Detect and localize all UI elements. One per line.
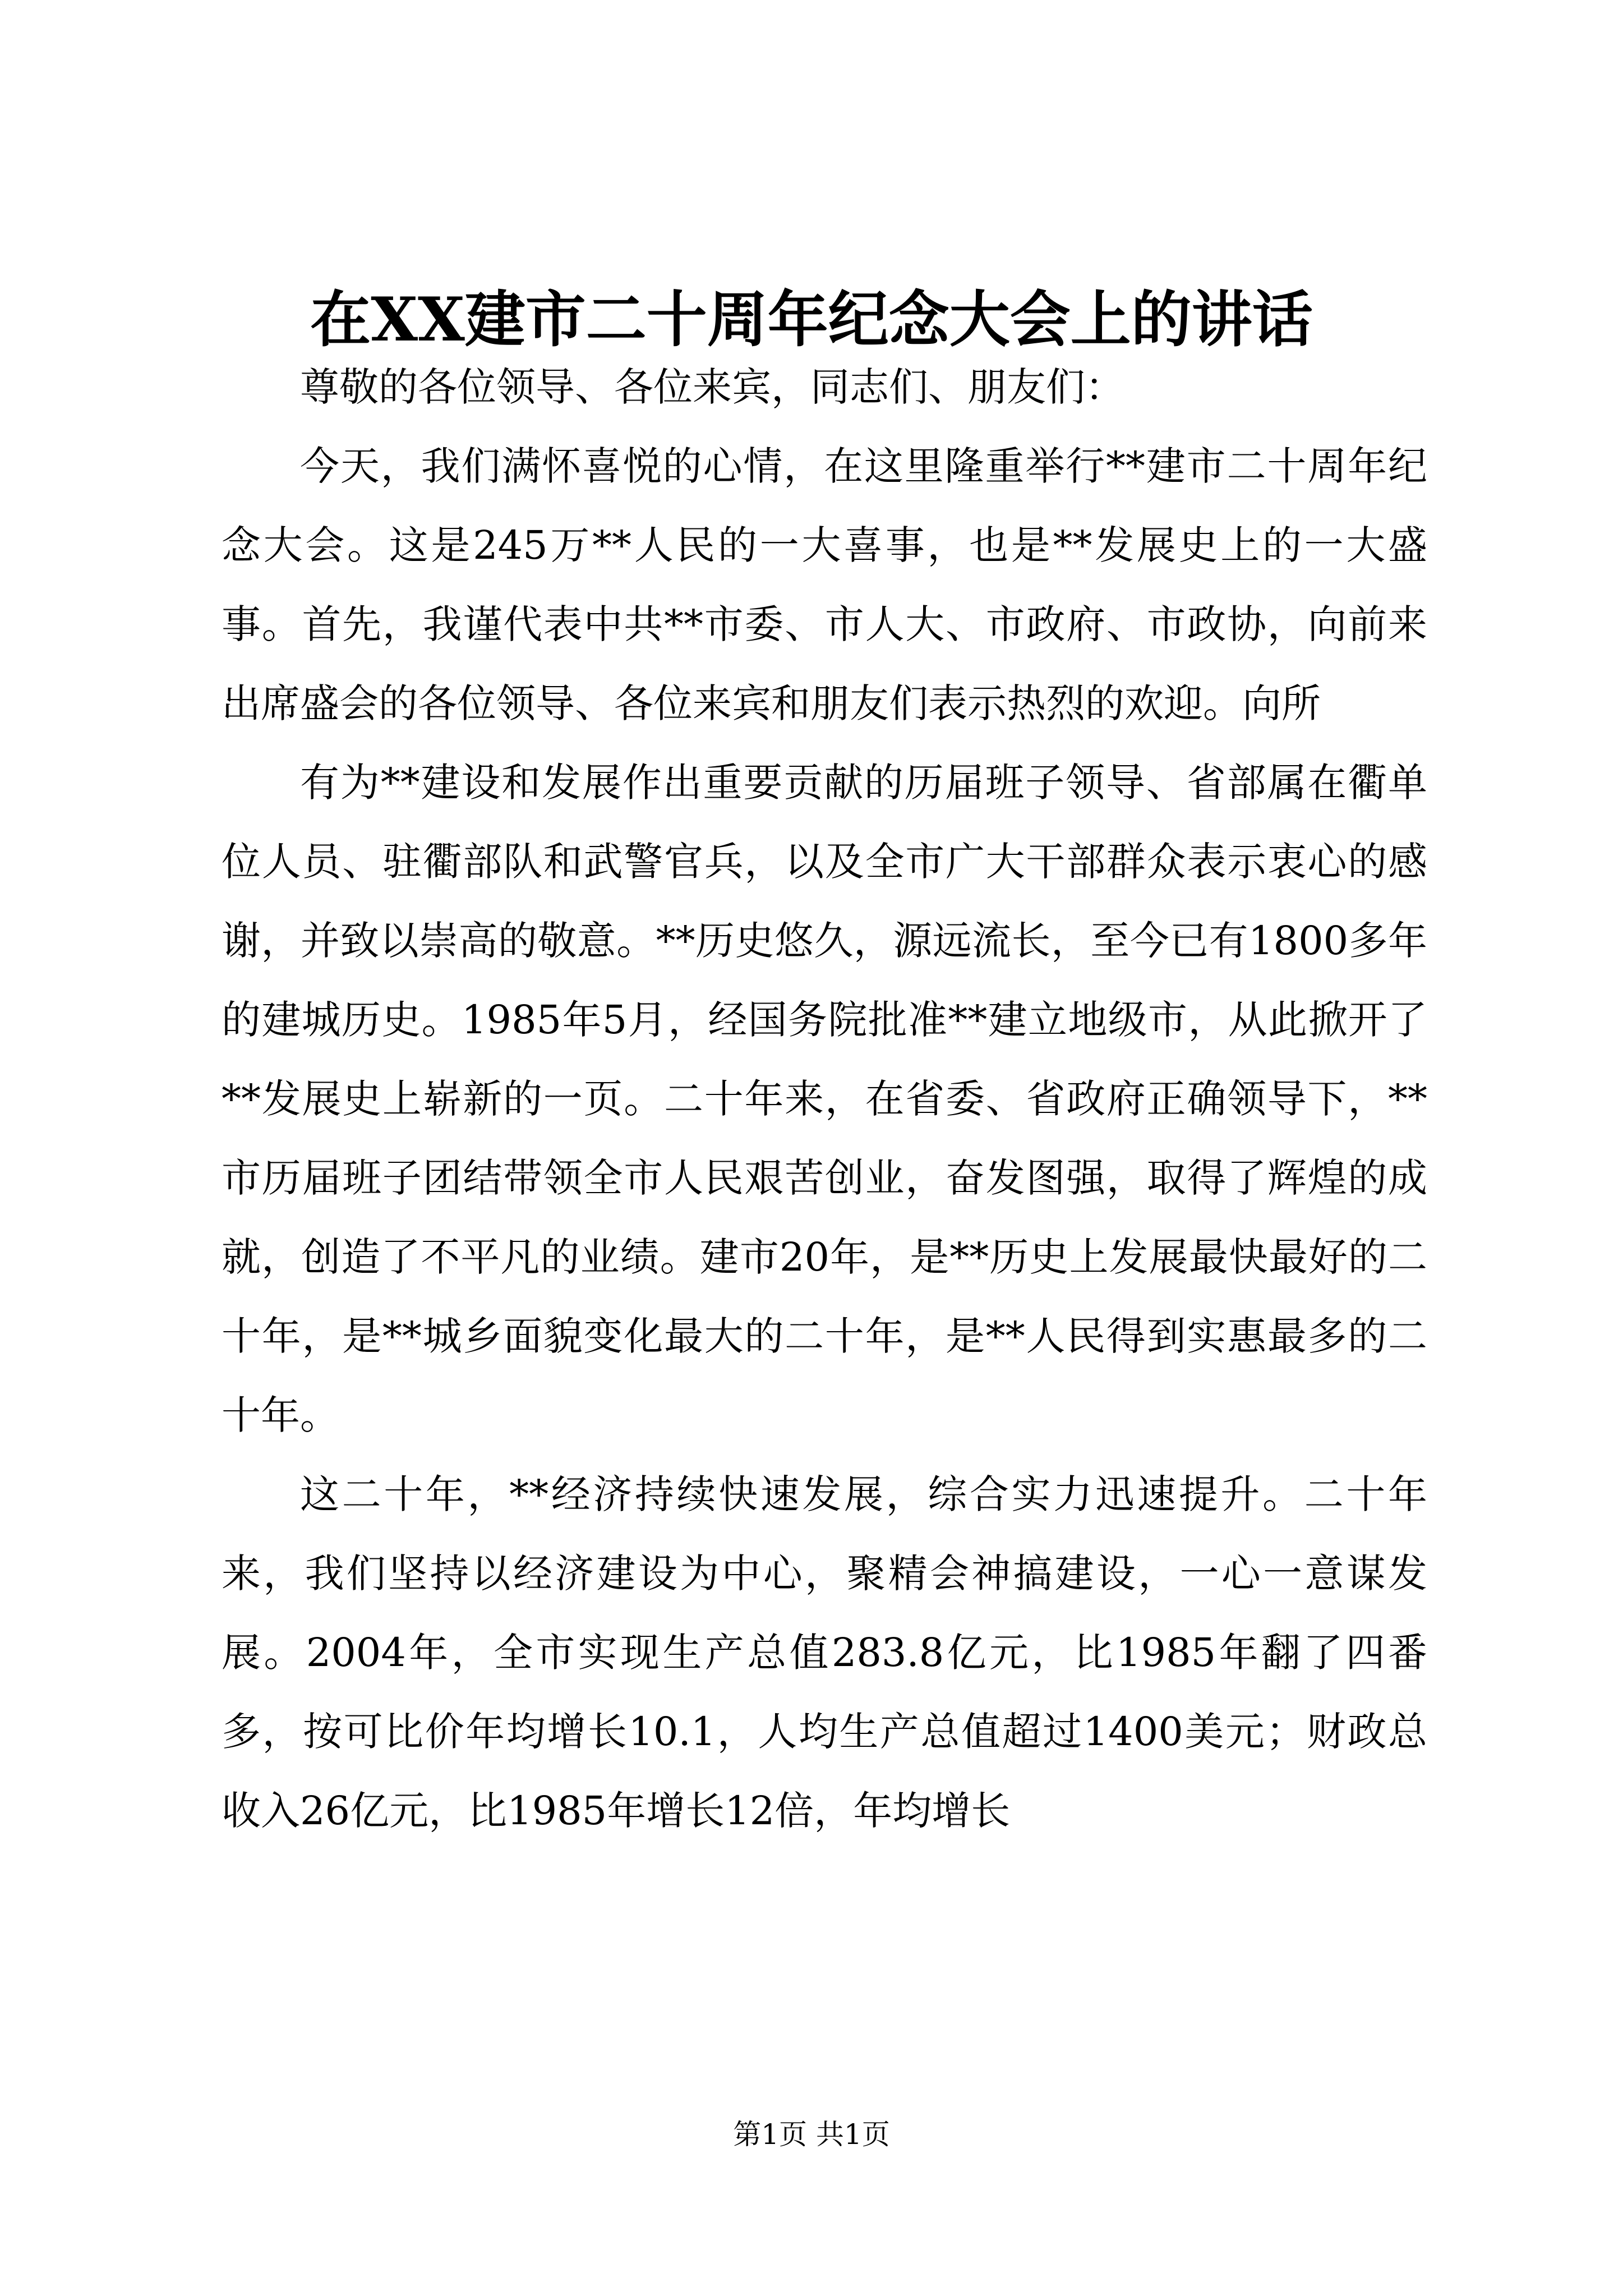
salutation-paragraph: 尊敬的各位领导、各位来宾，同志们、朋友们：: [300, 364, 1124, 410]
document-body: [222, 348, 1427, 1851]
body-paragraph: 这二十年，**经济持续快速发展，综合实力迅速提升。二十年来，我们坚持以经济建设为中心，聚精会神搞建设，一心一意谋发展。2004年，全市实现生产总值283.8亿元，比1985年翻了四番多，按可比价年均增长10.1，人均生产总值超过1400美元；财政总收入26亿元，比1985年增长12倍，年均增长: [222, 1471, 1427, 1834]
document-title: 在XX建市二十周年纪念大会上的讲话: [310, 284, 1313, 355]
body-paragraph: 今天，我们满怀喜悦的心情，在这里隆重举行**建市二十周年纪念大会。这是245万**人民的一大喜事，也是**发展史上的一大盛事。首先，我谨代表中共**市委、市人大、市政府、市政协，向前来出席盛会的各位领导、各位来宾和朋友们表示热烈的欢迎。向所: [222, 443, 1427, 726]
body-paragraph: 有为**建设和发展作出重要贡献的历届班子领导、省部属在衢单位人员、驻衢部队和武警官兵，以及全市广大干部群众表示衷心的感谢，并致以崇高的敬意。**历史悠久，源远流长，至今已有1800多年的建城历史。1985年5月，经国务院批准**建立地级市，从此掀开了**发展史上崭新的一页。二十年来，在省委、省政府正确领导下，**市历届班子团结带领全市人民艰苦创业，奋发图强，取得了辉煌的成就，创造了不平凡的业绩。建市20年，是**历史上发展最快最好的二十年，是**城乡面貌变化最大的二十年，是**人民得到实惠最多的二十年。: [222, 760, 1427, 1438]
page-number-footer: 第1页 共1页: [733, 2118, 890, 2151]
